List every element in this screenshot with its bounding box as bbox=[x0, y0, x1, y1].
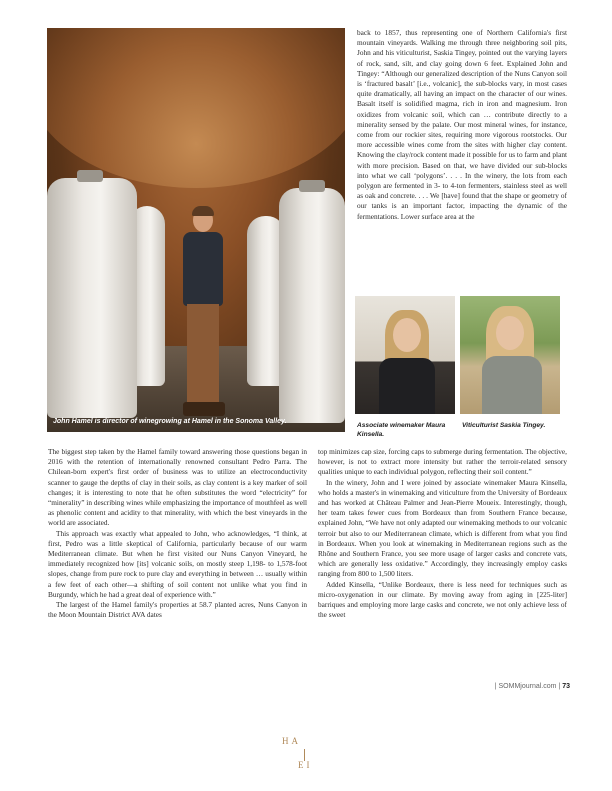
viticulturist-caption: Viticulturist Saskia Tingey. bbox=[462, 422, 546, 429]
concrete-tank bbox=[279, 188, 345, 423]
paragraph: The biggest step taken by the Hamel family toward answering those questions began in 2016 with the retention of internationally renowned consultant Pedro Parra. The Chilean-born expert's first order of business was to utilize an electroconductivity scanner to gauge the depths of clay in their soils, as clay content is a key marker of soil changes; it is interesting to note that he often substitutes the word “electricity” for “minerality” in describing wines while emphasizing the importance of mouthfeel as well as phenolic content and acidity to that minerality, with which the best vineyards in the world are associated. bbox=[48, 447, 307, 528]
article-column-left bbox=[48, 447, 307, 620]
article-column-top bbox=[357, 28, 567, 222]
page-number: 73 bbox=[562, 683, 570, 690]
logo-line-1: HA bbox=[282, 736, 301, 746]
cave-vault bbox=[47, 28, 345, 188]
cellar-photo bbox=[47, 28, 345, 432]
paragraph: top minimizes cap size, forcing caps to submerge during fermentation. The objective, however, is not to extract more intensity but rather the terroir-related sensory qualities unique to each individual polygon, reflecting their soil content.” bbox=[318, 447, 567, 477]
article-column-right bbox=[318, 447, 567, 620]
hamel-logo bbox=[282, 736, 330, 776]
paragraph: Added Kinsella, “Unlike Bordeaux, there is less need for techniques such as micro-oxygenation in our climate. By moving away from aging in [225-liter] barriques and employing more large casks and concrete, we not only achieve less of the sweet bbox=[318, 579, 567, 620]
site-name: | SOMMjournal.com | bbox=[494, 683, 561, 690]
paragraph: back to 1857, thus representing one of Northern California's first mountain vineyards. Walking me through three neighboring soil pits, John and his viticulturist, Saskia Tingey, pointed out the varying layers of rock, sand, silt, and clay going down 6 feet. Explained John and Tingey: “Although our generalized description of the Nuns Canyon soil is ‘fractured basalt’ [i.e., volcanic], the sub-blocks vary, in most cases quite dramatically, all having an impact on the character of our wines. Basalt itself is solidified magma, rich in iron and magnesium. Iron oxidizes from volcanic soil, which can … contribute directly to a minerality sensed by the palate. Our most mineral wines, for instance, come from our rockier sites, requiring more vigorous rootstocks. Our more accessible wines come from the sites with higher clay content. Knowing the clay/rock content made it possible for us to farm and plant with more precision. Based on that, we have divided our sub-blocks into what we call ‘polygons’. . . . In the winery, the lots from each polygon are fermented in 3- to 4-ton fermenters, stainless steel as well as oak and concrete. . . . We [have] found that the shape or geometry of our tanks is an important factor, impacting the dynamic of the fermentations. Lower surface area at the bbox=[357, 28, 567, 221]
page-folio bbox=[470, 683, 570, 690]
paragraph: In the winery, John and I were joined by associate winemaker Maura Kinsella, who holds a master's in winemaking and viticulture from the University of Bordeaux and has worked at Château Palmer and Jean-Pierre Moueix. Interestingly, though, her team takes fewer cues from Bordeaux than from Southern France because, explained John, “We have not only adapted our winemaking methods to our volcanic terroir but also to our Mediterranean climate, which is different from what you find in Bordeaux. When you look at winemaking in Mediterranean regions such as the Rhône and Southern France, you see more usage of larger casks and concrete vats, which are generally less oxidative.” Accordingly, they increasingly employ casks ranging from 800 to 1,500 liters. bbox=[318, 477, 567, 579]
paragraph: This approach was exactly what appealed to John, who acknowledges, “I think, at first, Pedro was a little skeptical of California, particularly because of our warm Mediterranean climate. But when he first visited our Nuns Canyon Vineyard, he immediately recognized how [its] volcanic soils, on mostly steep 1,198- to 1,578-foot slopes, change from pure rock to pure clay and everything in between … usually within a few feet of each other—a shifting of soil content not unlike what you find in Burgundy, which he had a great deal of experience with.” bbox=[48, 528, 307, 599]
concrete-tank bbox=[47, 178, 137, 418]
winemaker-caption: Associate winemaker Maura Kinsella. bbox=[357, 422, 446, 438]
viticulturist-photo bbox=[460, 296, 560, 414]
main-photo-caption: John Hamel is director of winegrowing at Hamel in the Sonoma Valley. bbox=[53, 418, 287, 425]
logo-line-2: EI bbox=[298, 760, 313, 770]
winemaker-photo bbox=[355, 296, 455, 414]
winegrower-figure bbox=[177, 208, 229, 422]
paragraph: The largest of the Hamel family's properties at 58.7 planted acres, Nuns Canyon in the Moon Mountain District AVA dates bbox=[48, 600, 307, 620]
